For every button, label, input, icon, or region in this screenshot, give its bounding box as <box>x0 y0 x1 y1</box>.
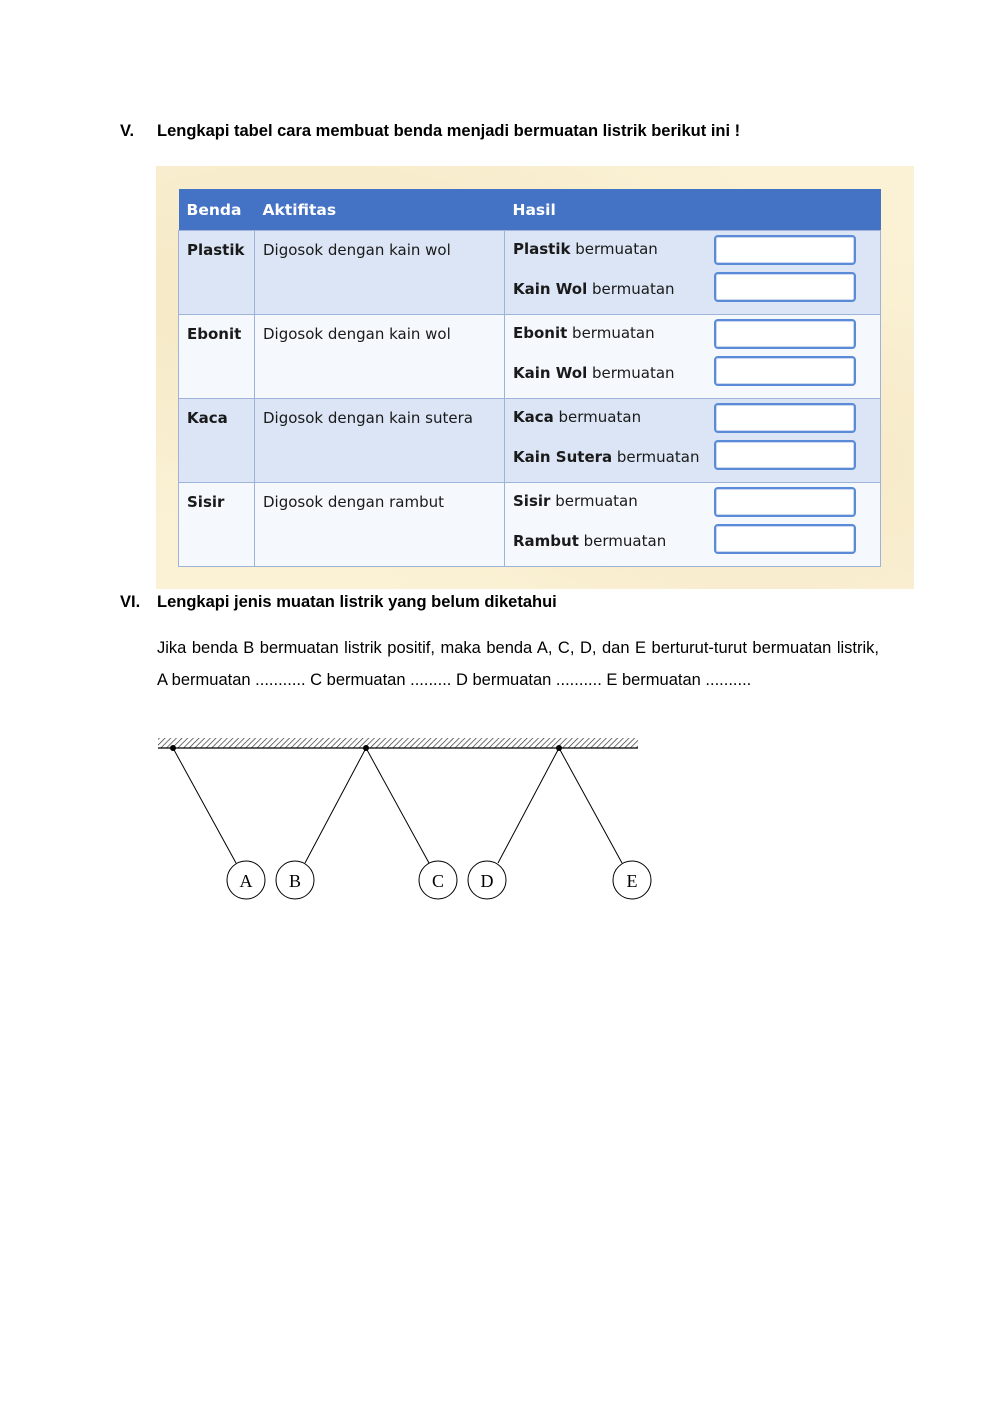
hasil-line <box>513 319 655 355</box>
section-v-heading <box>120 122 920 144</box>
string-c <box>366 748 429 863</box>
ball-c-label: C <box>431 871 445 891</box>
string-d <box>498 748 559 863</box>
aktifitas-cell: Digosok dengan kain wol <box>255 231 505 315</box>
hasil-line <box>513 403 641 439</box>
hasil-object: Sisir <box>513 492 551 510</box>
hasil-object: Rambut <box>513 532 579 550</box>
ball-e <box>613 861 651 899</box>
table-row <box>179 399 881 483</box>
hasil-cell <box>505 399 881 483</box>
section-v-number: V. <box>120 122 135 140</box>
benda-cell: Ebonit <box>179 315 255 399</box>
hasil-suffix: bermuatan <box>570 240 658 258</box>
hasil-suffix: bermuatan <box>553 408 642 426</box>
hasil-suffix: bermuatan <box>567 324 655 342</box>
ball-d <box>468 861 506 899</box>
answer-input[interactable] <box>714 440 856 470</box>
hasil-cell <box>505 483 881 567</box>
table-row <box>179 483 881 567</box>
table-header-row <box>179 189 881 231</box>
hasil-suffix: bermuatan <box>578 532 667 550</box>
ball-a-label: A <box>239 871 253 891</box>
string-b <box>305 748 366 863</box>
hasil-object: Kain Wol <box>513 364 588 382</box>
hasil-cell <box>505 315 881 399</box>
section-vi-number: VI. <box>120 593 141 611</box>
section-vi-instruction: Lengkapi jenis muatan listrik yang belum diketahui <box>157 593 557 611</box>
hasil-line <box>513 487 638 523</box>
aktifitas-cell: Digosok dengan rambut <box>255 483 505 567</box>
answer-input[interactable] <box>714 272 856 302</box>
string-e <box>559 748 622 863</box>
hasil-line <box>513 527 666 563</box>
section-v-instruction: Lengkapi tabel cara membuat benda menjadi bermuatan listrik berikut ini ! <box>157 122 741 140</box>
answer-input[interactable] <box>714 524 856 554</box>
aktifitas-cell: Digosok dengan kain wol <box>255 315 505 399</box>
hasil-cell <box>505 231 881 315</box>
answer-input[interactable] <box>714 356 856 386</box>
answer-input[interactable] <box>714 487 856 517</box>
hasil-object: Ebonit <box>513 324 568 342</box>
answer-input[interactable] <box>714 319 856 349</box>
hasil-suffix: bermuatan <box>612 448 700 466</box>
hasil-object: Kaca <box>513 408 554 426</box>
ceiling-hatch <box>158 738 638 748</box>
ball-a <box>227 861 265 899</box>
ball-b <box>276 861 314 899</box>
ball-b-label: B <box>288 871 302 891</box>
header-benda: Benda <box>179 189 255 231</box>
answer-input[interactable] <box>714 235 856 265</box>
hasil-line <box>513 275 675 311</box>
hasil-object: Plastik <box>513 240 571 258</box>
answer-input[interactable] <box>714 403 856 433</box>
benda-cell: Sisir <box>179 483 255 567</box>
hasil-object: Kain Sutera <box>513 448 613 466</box>
hasil-line <box>513 359 675 395</box>
hasil-suffix: bermuatan <box>587 280 675 298</box>
hasil-line <box>513 443 699 479</box>
section-vi-heading <box>120 593 920 615</box>
string-a <box>173 748 236 863</box>
table-row <box>179 231 881 315</box>
benda-cell: Plastik <box>179 231 255 315</box>
hasil-suffix: bermuatan <box>587 364 675 382</box>
hasil-suffix: bermuatan <box>550 492 638 510</box>
hasil-object: Kain Wol <box>513 280 588 298</box>
header-hasil: Hasil <box>505 189 881 231</box>
charge-table <box>178 189 881 567</box>
ball-e-label: E <box>626 871 638 891</box>
ball-c <box>419 861 457 899</box>
header-aktifitas: Aktifitas <box>255 189 505 231</box>
pendulum-diagram <box>150 730 660 910</box>
aktifitas-cell: Digosok dengan kain sutera <box>255 399 505 483</box>
question-paragraph: Jika benda B bermuatan listrik positif, maka benda A, C, D, dan E berturut-turut bermuatan listrik, A bermuatan ........... C bermuatan ......... D bermuatan .......... E bermuatan .......... <box>157 639 879 689</box>
benda-cell: Kaca <box>179 399 255 483</box>
table-row <box>179 315 881 399</box>
ball-d-label: D <box>480 871 494 891</box>
hasil-line <box>513 235 658 271</box>
